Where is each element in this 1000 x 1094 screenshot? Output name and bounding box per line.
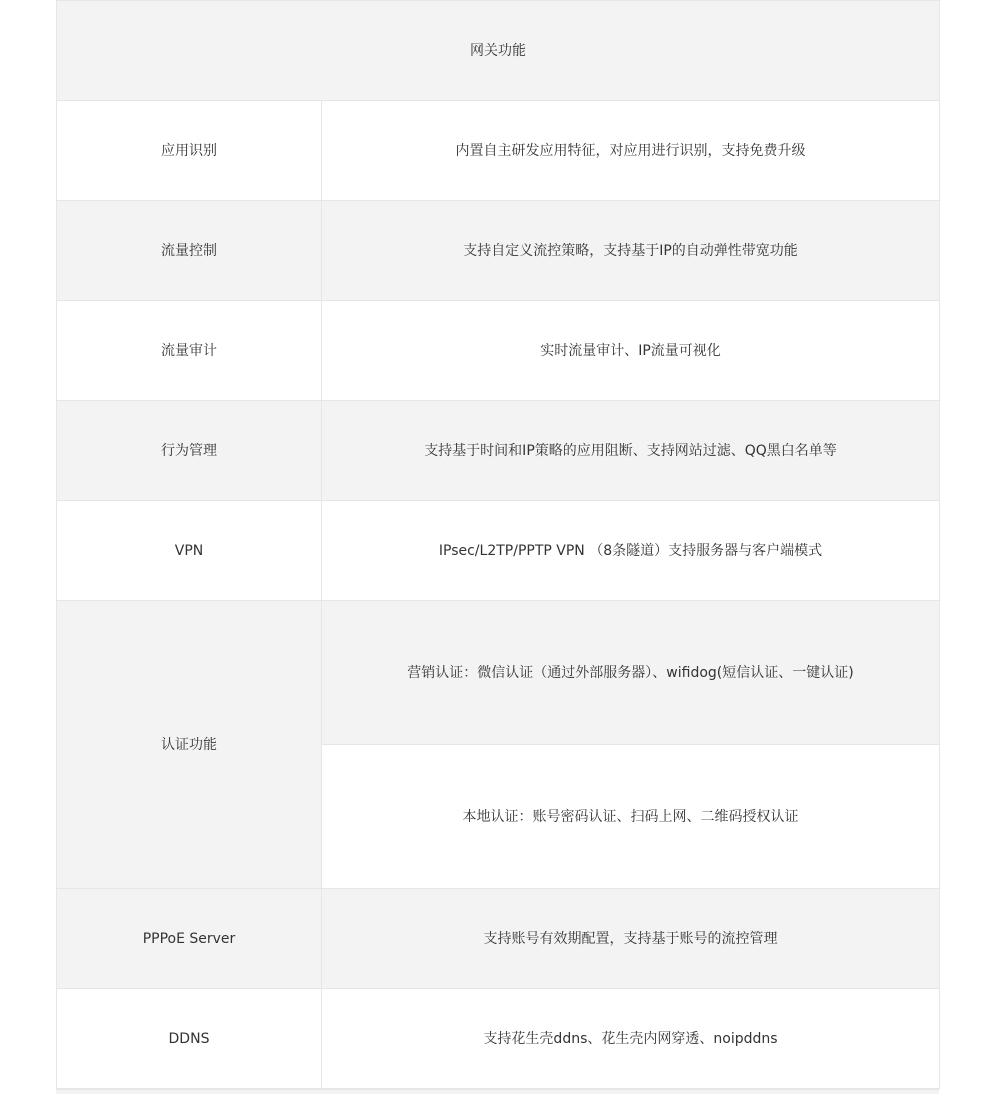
feature-desc-pppoe-server: 支持账号有效期配置，支持基于账号的流控管理: [322, 889, 940, 989]
feature-name-pppoe-server: PPPoE Server: [57, 889, 322, 989]
table-row: [57, 301, 940, 401]
feature-desc-vpn: IPsec/L2TP/PPTP VPN （8条隧道）支持服务器与客户端模式: [322, 501, 940, 601]
next-row-stub: [56, 1089, 939, 1094]
feature-name-ddns: DDNS: [57, 989, 322, 1089]
feature-name-app-recognition: 应用识别: [57, 101, 322, 201]
gateway-feature-table: [56, 0, 940, 1089]
table-row: [57, 501, 940, 601]
feature-desc-app-recognition: 内置自主研发应用特征，对应用进行识别，支持免费升级: [322, 101, 940, 201]
feature-desc-behavior-management: 支持基于时间和IP策略的应用阻断、支持网站过滤、QQ黑白名单等: [322, 401, 940, 501]
feature-name-traffic-control: 流量控制: [57, 201, 322, 301]
feature-name-traffic-audit: 流量审计: [57, 301, 322, 401]
table-row: [57, 989, 940, 1089]
table-row: [57, 889, 940, 989]
table-section-header-row: [57, 1, 940, 101]
feature-desc-local-auth: 本地认证：账号密码认证、扫码上网、二维码授权认证: [322, 745, 940, 889]
table-row: [57, 601, 940, 745]
feature-name-behavior-management: 行为管理: [57, 401, 322, 501]
table-row: [57, 101, 940, 201]
table-row: [57, 401, 940, 501]
feature-desc-ddns: 支持花生壳ddns、花生壳内网穿透、noipddns: [322, 989, 940, 1089]
feature-desc-marketing-auth: 营销认证：微信认证（通过外部服务器）、wifidog(短信认证、一键认证): [322, 601, 940, 745]
feature-desc-traffic-audit: 实时流量审计、IP流量可视化: [322, 301, 940, 401]
feature-desc-traffic-control: 支持自定义流控策略，支持基于IP的自动弹性带宽功能: [322, 201, 940, 301]
section-title: 网关功能: [57, 1, 940, 101]
feature-name-authentication: 认证功能: [57, 601, 322, 889]
feature-name-vpn: VPN: [57, 501, 322, 601]
table-row: [57, 201, 940, 301]
